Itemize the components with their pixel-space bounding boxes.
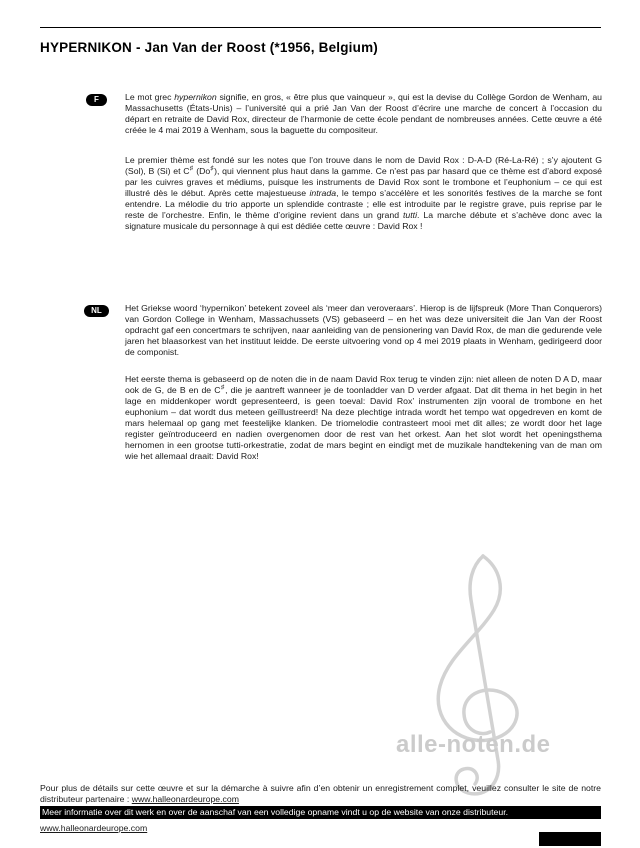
language-badge-fr: F [86,94,107,106]
dutch-paragraph-1 [125,303,602,358]
watermark-text: alle-noten.de [396,731,551,758]
sharp-sign: ♯ [189,165,194,173]
text-run-italic: tutti [403,210,418,220]
text-run: (Do [193,166,211,176]
header-rule [40,27,601,28]
watermark-treble-clef-icon [388,548,553,803]
text-run: , le tempo s’accélère et les sonorités festives de la marche se font entendre. La mélodie du trio apporte un splendide contraste ; elle est introduite par le registre grave, puis reprise par le reste de l’orchestre. Enfin, le thème d’origine revient dans un grand [125,188,602,220]
french-paragraph-2 [125,155,602,232]
distributor-link-nl[interactable]: www.halleonardeurope.com [40,823,148,833]
text-run: Het eerste thema is gebaseerd op de noten die in de naam David Rox terug te vinden zijn: niet alleen de noten D A D, maar ook de G, de B en de C [125,374,602,395]
footer-note-fr [40,783,601,804]
footer-note-nl-bar: Meer informatie over dit werk en over de aanschaf van een volledige opname vindt u op de website van onze distributeur. [40,806,601,819]
french-paragraph-1 [125,92,602,136]
page-title: HYPERNIKON - Jan Van der Roost (*1956, Belgium) [40,40,378,55]
text-run: ), qui viennent plus haut dans la gamme. Ce n’est pas par hasard que ce thème est d’abord exposé par les cuivres graves et médiums, puisque les instruments de David Rox sont le trombone et l’euphonium – ce qui est illustré dès le début. Après cette majestueuse [125,166,602,198]
footer-corner-box [539,832,601,846]
text-run: . La marche débute et s’achève donc avec la signature musicale du personnage à qui est dédiée cette œuvre : David Rox ! [125,210,602,231]
sharp-sign: ♯ [220,384,226,392]
text-run: , die je aantreft wanneer je de toonladder van D verder afgaat. Dat dit thema in het begin in het lage en middenkoper wordt gepresenteerd, is geen toeval: David Rox’ instrumenten zijn vooral de trombone en het euphonium – dat wordt dus meteen geïllustreerd! Na deze plechtige intrada wordt het tempo wat opgedreven en komt de mars helemaal op gang met feestelijke klanken. De triomelodie contrasteert mooi met dit alles; ze wordt door het lage register geïntroduceerd en nadien overgenomen door de rest van het orkest. Aan het slot wordt het openingsthema hernomen in een grootse tutti-orkestratie, zodat de mars begint en eindigt met de muzikale handtekening van de man om wie het allemaal draait: David Rox! [125,385,602,461]
distributor-link-fr[interactable]: www.halleonardeurope.com [131,793,239,804]
language-badge-nl: NL [84,305,109,317]
text-run: signifie, en gros, « être plus que vainqueur », qui est la devise du Collège Gordon de Wenham, au Massachusetts (États-Unis) – l’université qui a prié Jan Van der Roost d’écrire une marche de concert à l’occasion du départ en retraite de David Rox, directeur de l’harmonie de cette école pendant de nombreuses années. Cette œuvre a été créée le 4 mai 2019 à Wenham, sous la baguette du compositeur. [125,92,602,135]
dutch-paragraph-2 [125,374,602,462]
text-run: Het Griekse woord ‘hypernikon’ betekent zoveel als ‘meer dan veroveraars’. Hierop is de lijfspreuk (More Than Conquerors) van Gordon College in Wenham, Massachussets (VS) gebaseerd – en het was deze universiteit die Jan Van der Roost opdracht gaf een concertmars te schrijven, naar aanleiding van de pensionering van David Rox, de man die gedurende vele jaren het blaasorkest van het instituut leidde. De eerste uitvoering vond op 4 mei 2019 plaats in Wenham, gedirigeerd door de componist. [125,303,602,357]
sharp-sign: ♯ [210,165,215,173]
text-run-italic: intrada [309,188,337,198]
text-run: Le mot grec [125,92,175,102]
footer-note-fr-text: Pour plus de détails sur cette œuvre et sur la démarche à suivre afin d’en obtenir un enregistrement complet, veuillez consulter le site de notre distributeur partenaire : [40,783,601,804]
text-run-italic: hypernikon [174,92,217,102]
text-run: Le premier thème est fondé sur les notes que l’on trouve dans le nom de David Rox : D-A-D (Ré-La-Ré) ; s’y ajoutent G (Sol), B (Si) et C [125,155,602,176]
